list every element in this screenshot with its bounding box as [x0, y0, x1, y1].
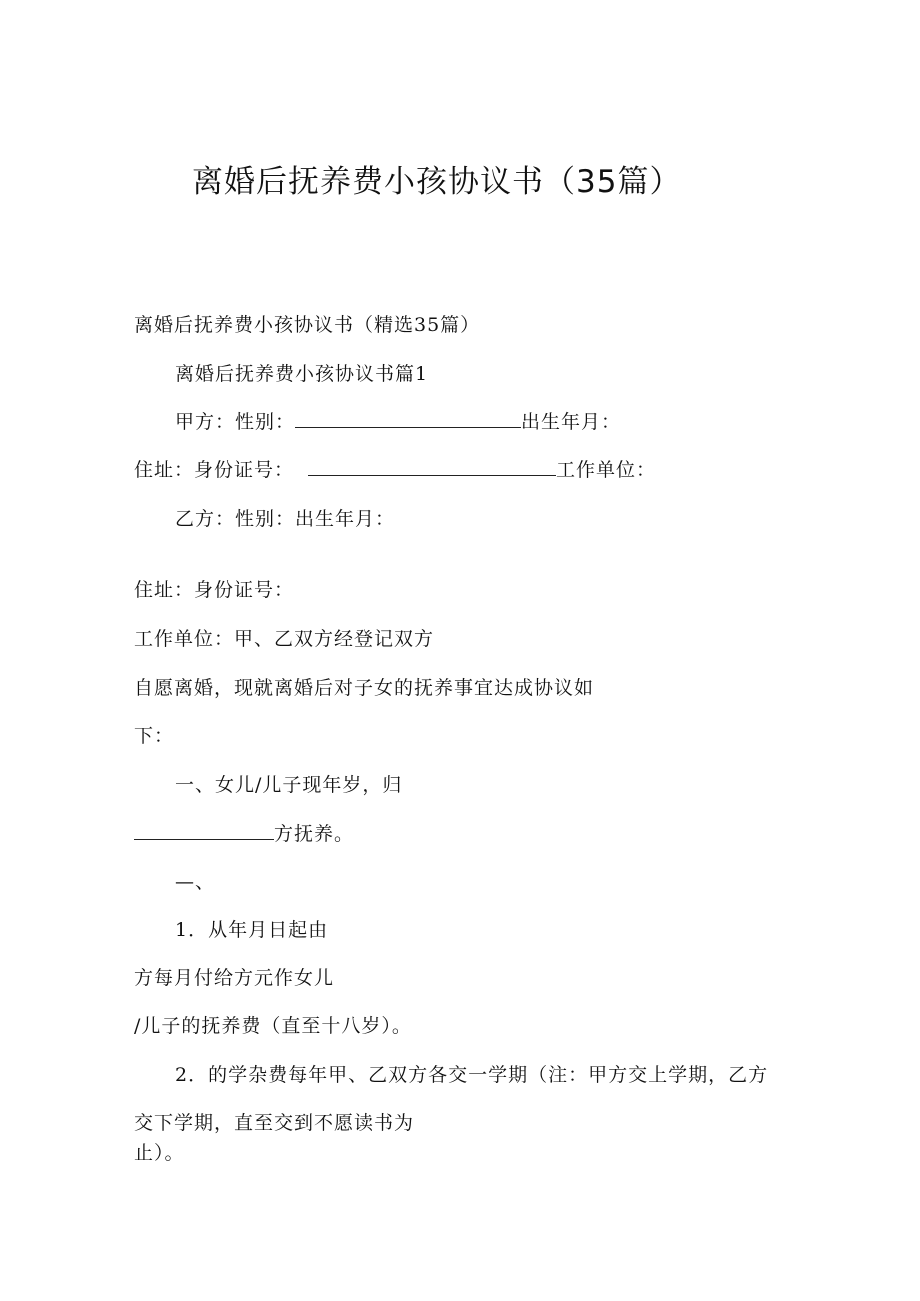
item-2-line-b: 交下学期，直至交到不愿读书为 — [134, 1112, 415, 1134]
work-unit-label: 工作单位： — [556, 459, 657, 481]
birth-label: 出生年月： — [521, 411, 622, 433]
clause-one-tail: 方抚养。 — [274, 823, 355, 845]
document-subtitle: 离婚后抚养费小孩协议书（精选35篇） — [134, 314, 481, 336]
item-1-line-c: /儿子的抚养费（直至十八岁）。 — [134, 1015, 412, 1037]
clause-one: 一、女儿/儿子现年岁，归 — [175, 774, 403, 796]
party-a-label: 甲方：性别： — [175, 411, 296, 433]
section-heading: 离婚后抚养费小孩协议书篇1 — [175, 363, 429, 385]
item-1-line-b: 方每月付给方元作女儿 — [134, 967, 335, 989]
work-line: 工作单位：甲、乙双方经登记双方 — [134, 628, 435, 650]
address-id-label: 住址：身份证号： — [134, 459, 295, 481]
address-line-1 — [134, 458, 656, 482]
blank-line — [308, 459, 556, 476]
clause-one-tail-line — [134, 822, 354, 846]
clause-two: —、 — [175, 871, 216, 893]
item-2-line-c: 止）。 — [134, 1142, 185, 1164]
party-a-line — [175, 410, 621, 434]
party-b-line: 乙方：性别：出生年月： — [175, 508, 396, 530]
item-1-line-a: 1．从年月日起由 — [175, 919, 329, 941]
document-title: 离婚后抚养费小孩协议书（35篇） — [192, 164, 682, 200]
address-line-2: 住址：身份证号： — [134, 579, 295, 601]
blank-line — [295, 411, 521, 428]
agreement-end: 下： — [134, 725, 175, 747]
blank-line — [134, 823, 274, 840]
item-2-line-a: 2．的学杂费每年甲、乙双方各交一学期（注：甲方交上学期，乙方 — [175, 1064, 769, 1086]
agreement-line: 自愿离婚，现就离婚后对子女的抚养事宜达成协议如 — [134, 677, 595, 699]
